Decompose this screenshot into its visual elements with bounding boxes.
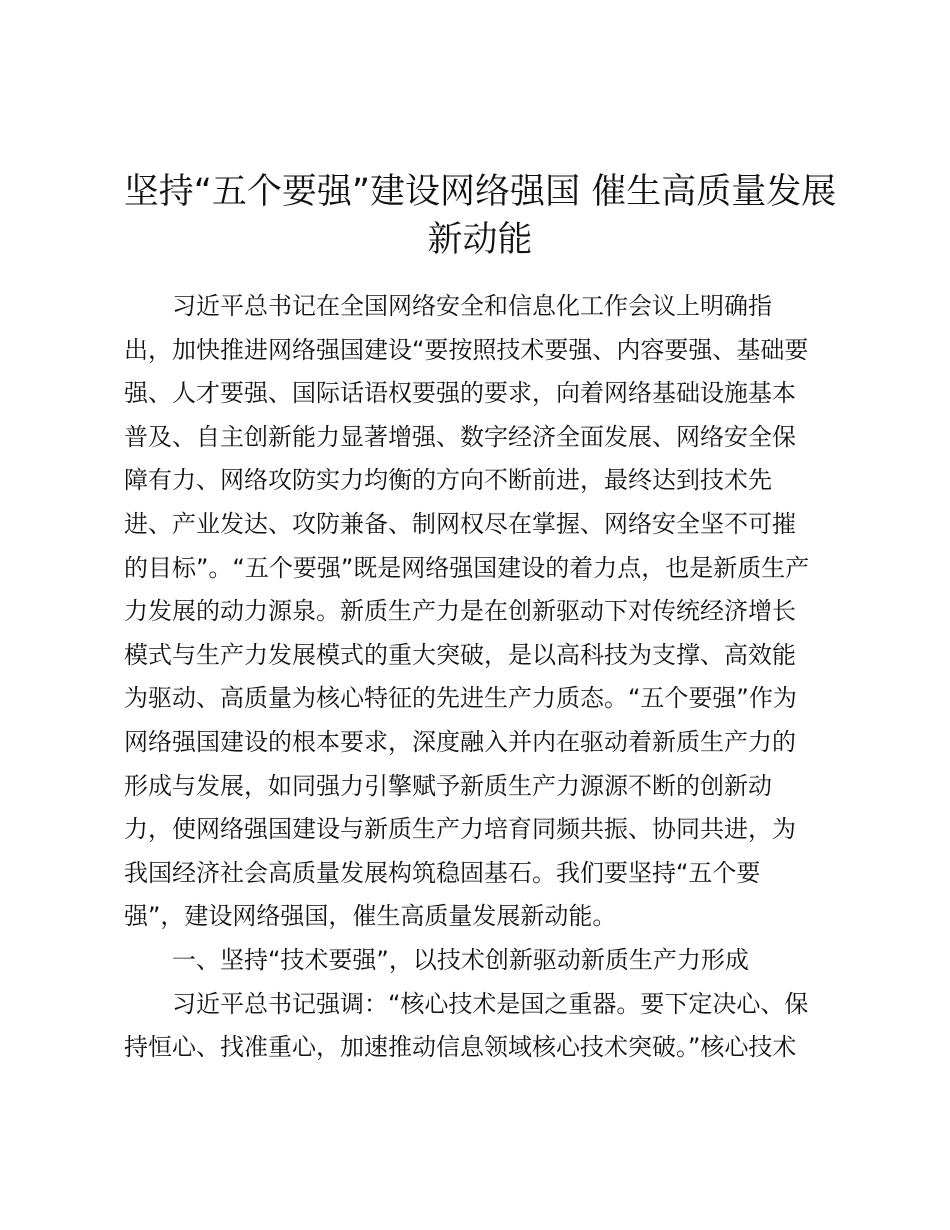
paragraph-1-line-14: 我国经济社会高质量发展构筑稳固基石。我们要坚持“五个要 xyxy=(124,858,761,887)
paragraph-1-line-5: 障有力、网络攻防实力均衡的方向不断前进，最终达到技术先 xyxy=(124,466,772,495)
paragraph-1-line-12: 形成与发展，如同强力引擎赋予新质生产力源源不断的创新动 xyxy=(124,771,772,800)
paragraph-1-line-8: 力发展的动力源泉。新质生产力是在创新驱动下对传统经济增长 xyxy=(124,597,796,626)
paragraph-1-line-11: 网络强国建设的根本要求，深度融入并内在驱动着新质生产力的 xyxy=(124,727,796,756)
paragraph-1-line-3: 强、人才要强、国际话语权要强的要求，向着网络基础设施基本 xyxy=(124,379,796,408)
document-body xyxy=(124,285,840,1070)
paragraph-1-line-15: 强”，建设网络强国，催生高质量发展新动能。 xyxy=(124,902,617,931)
paragraph-1-line-9: 模式与生产力发展模式的重大突破，是以高科技为支撑、高效能 xyxy=(124,640,796,669)
paragraph-1-line-7: 的目标”。“五个要强”既是网络强国建设的着力点，也是新质生产 xyxy=(124,553,810,582)
paragraph-1-line-13: 力，使网络强国建设与新质生产力培育同频共振、协同共进，为 xyxy=(124,815,796,844)
paragraph-1-line-6: 进、产业发达、攻防兼备、制网权尽在掌握、网络安全坚不可摧 xyxy=(124,509,796,538)
section-heading-1: 一、坚持“技术要强”，以技术创新驱动新质生产力形成 xyxy=(172,945,749,974)
document-title-line-1: 坚持“五个要强”建设网络强国 催生高质量发展 xyxy=(123,172,837,212)
paragraph-2-line-1: 习近平总书记强调：“核心技术是国之重器。要下定决心、保 xyxy=(172,989,809,1018)
document-title-line-2: 新动能 xyxy=(427,220,533,260)
paragraph-1-line-2: 出，加快推进网络强国建设“要按照技术要强、内容要强、基础要 xyxy=(124,335,809,364)
paragraph-1-line-4: 普及、自主创新能力显著增强、数字经济全面发展、网络安全保 xyxy=(124,422,796,451)
paragraph-1-line-10: 为驱动、高质量为核心特征的先进生产力质态。“五个要强”作为 xyxy=(124,684,797,713)
paragraph-1-line-1: 习近平总书记在全国网络安全和信息化工作会议上明确指 xyxy=(172,292,772,320)
paragraph-2-line-2: 持恒心、找准重心，加速推动信息领域核心技术突破。”核心技术 xyxy=(124,1033,797,1062)
